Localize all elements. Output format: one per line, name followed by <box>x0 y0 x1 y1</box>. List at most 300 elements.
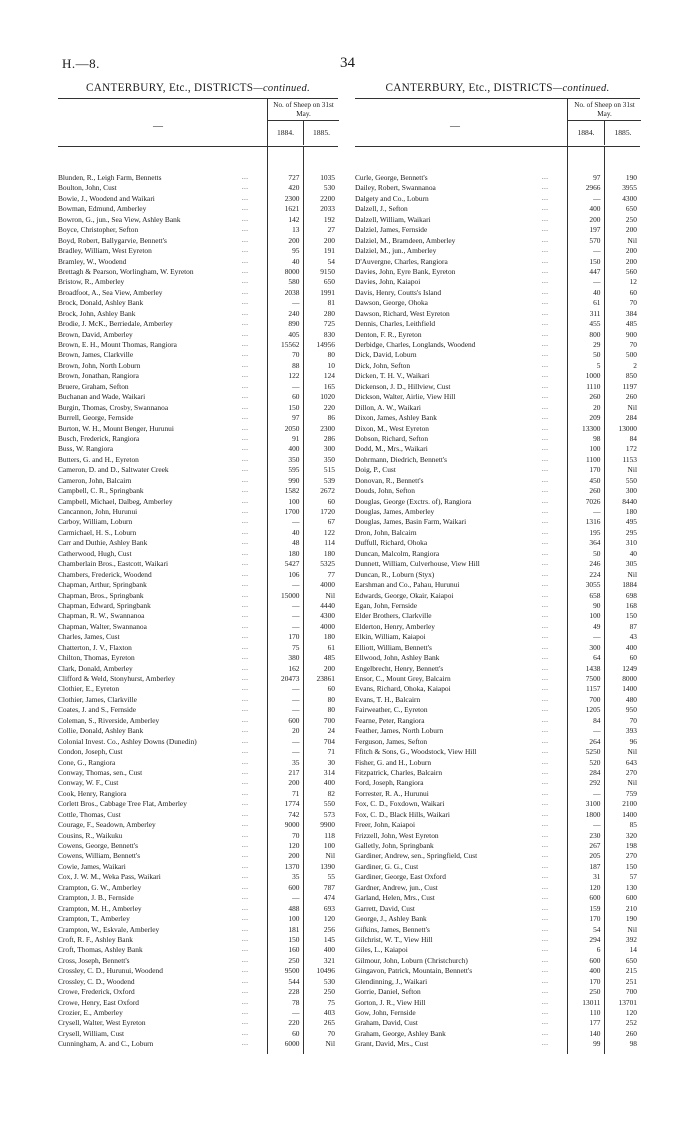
owner-name: Broadfoot, A., Sea View, Amberley <box>58 287 163 297</box>
sheep-1884: 600 <box>288 882 300 892</box>
title-suffix: —continued. <box>552 83 610 94</box>
owner-name: Dawson, Richard, West Eyreton <box>355 308 450 318</box>
leader-dots: ... <box>542 247 549 255</box>
table-row <box>58 559 338 569</box>
sheep-1884: 170 <box>589 976 601 986</box>
owner-name: Ford, Joseph, Rangiora <box>355 778 424 788</box>
table-row <box>58 841 338 851</box>
sheep-1884: 150 <box>589 256 601 266</box>
table-row <box>58 695 338 705</box>
sheep-1884: 160 <box>288 945 300 955</box>
table-row <box>58 257 338 267</box>
leader-dots: ... <box>242 1009 249 1016</box>
sheep-1885: 403 <box>323 1008 335 1017</box>
sheep-1884: 364 <box>589 538 601 548</box>
leader-dots: ... <box>542 664 549 672</box>
table-row <box>58 528 338 538</box>
table-row <box>355 350 640 360</box>
sheep-1885: 1400 <box>622 809 637 819</box>
sheep-1885: 200 <box>625 225 637 235</box>
owner-name: Chapman, Walter, Swannanoa <box>58 621 147 631</box>
sheep-1884: — <box>593 277 601 287</box>
sheep-1884: 98 <box>593 433 601 443</box>
sheep-1884: 150 <box>288 934 300 944</box>
table-row <box>355 1018 640 1028</box>
sheep-1885: 320 <box>625 830 637 840</box>
table-row <box>58 413 338 423</box>
owner-name: Crossley, C. D., Hurunui, Woodend <box>58 966 163 976</box>
leader-dots: ... <box>542 1029 549 1037</box>
leader-dots: ... <box>242 977 249 985</box>
sheep-1884: 48 <box>292 538 300 548</box>
sheep-1884: 140 <box>589 1028 601 1038</box>
sheep-1884: 228 <box>288 987 300 997</box>
owner-name: Brock, John, Ashley Bank <box>58 308 136 318</box>
sheep-1885: 314 <box>323 767 335 777</box>
sheep-1885: 550 <box>323 799 335 809</box>
leader-dots: ... <box>242 925 249 933</box>
sheep-1885: 130 <box>625 882 637 892</box>
owner-name: Clothier, E., Eyreton <box>58 684 120 694</box>
owner-name: Douds, John, Sefton <box>355 486 415 496</box>
sheep-1885: 200 <box>323 663 335 673</box>
leader-dots: ... <box>542 549 549 557</box>
table-row <box>58 340 338 350</box>
table-row <box>58 726 338 736</box>
table-row <box>355 225 640 235</box>
leader-dots: ... <box>542 434 549 442</box>
table-row <box>58 643 338 653</box>
leader-dots: ... <box>242 873 249 881</box>
sheep-1884: — <box>292 684 300 694</box>
sheep-1885: 393 <box>625 726 637 736</box>
leader-dots: ... <box>542 539 549 547</box>
leader-dots: ... <box>542 988 549 996</box>
owner-name: Elliott, William, Bennett's <box>355 642 432 652</box>
sheep-1885: 43 <box>629 632 637 642</box>
sheep-1884: 9000 <box>284 820 300 830</box>
left-column <box>58 82 338 1050</box>
sheep-1885: 14956 <box>316 340 335 349</box>
owner-name: Bruere, Graham, Sefton <box>58 381 129 391</box>
sheep-1884: 100 <box>589 611 601 621</box>
sheep-1885: 950 <box>625 705 637 715</box>
year-1884-header: 1884. <box>268 121 304 145</box>
owner-name: Engelbrecht, Henry, Bennett's <box>355 663 444 673</box>
table-row <box>355 758 640 768</box>
sheep-1884: 6 <box>596 945 601 955</box>
table-row <box>58 246 338 256</box>
table-row <box>355 1039 640 1049</box>
owner-name: Blunden, R., Leigh Farm, Bennetts <box>58 173 162 182</box>
table-row <box>355 778 640 788</box>
owner-name: Catherwood, Hugh, Cust <box>58 548 132 558</box>
column-title <box>355 82 640 99</box>
owner-name: Denton, F. R., Eyreton <box>355 329 422 339</box>
sheep-1885: 1035 <box>320 173 335 182</box>
leader-dots: ... <box>242 810 249 818</box>
sheep-1884: 420 <box>288 183 300 193</box>
table-row <box>355 204 640 214</box>
table-row <box>58 570 338 580</box>
owner-name: Cross, Joseph, Bennett's <box>58 955 130 965</box>
sheep-1885: 500 <box>625 350 637 360</box>
owner-name: Gow, John, Fernside <box>355 1008 416 1017</box>
table-row <box>58 465 338 475</box>
leader-dots: ... <box>242 695 249 703</box>
owner-name: Dennis, Charles, Leithfield <box>355 319 436 329</box>
owner-name: Garland, Helen, Mrs., Cust <box>355 893 435 903</box>
owner-name: Crowe, Frederick, Oxford <box>58 987 135 997</box>
table-row <box>355 538 640 548</box>
sheep-1884: 7026 <box>585 496 601 506</box>
sheep-1884: 455 <box>589 319 601 329</box>
table-row <box>58 945 338 955</box>
sheep-1885: 85 <box>629 820 637 830</box>
sheep-1885: Nil <box>627 569 637 579</box>
owner-name: Coleman, S., Riverside, Amberley <box>58 715 160 725</box>
sheep-1885: 256 <box>323 924 335 934</box>
leader-dots: ... <box>242 476 249 484</box>
table-row <box>355 966 640 976</box>
owner-name: Cunningham, A. and C., Loburn <box>58 1039 154 1049</box>
sheep-1884: 1157 <box>585 684 601 694</box>
table-row <box>355 424 640 434</box>
sheep-1884: 209 <box>589 413 601 423</box>
leader-dots: ... <box>542 831 549 839</box>
table-head <box>58 99 338 147</box>
sheep-1885: 77 <box>327 569 335 579</box>
sheep-1885: 530 <box>323 976 335 986</box>
owner-name: Donovan, R., Bennett's <box>355 475 424 485</box>
leader-dots: ... <box>242 915 249 923</box>
owner-name: Crampton, T., Amberley <box>58 914 130 924</box>
table-row <box>355 444 640 454</box>
sheep-1885: 650 <box>323 277 335 287</box>
sheep-1885: 60 <box>327 684 335 694</box>
sheep-1884: — <box>292 893 300 903</box>
owner-name: Duncan, Malcolm, Rangiora <box>355 548 440 558</box>
sheep-1884: 181 <box>288 924 300 934</box>
leader-dots: ... <box>542 852 549 860</box>
leader-dots: ... <box>542 915 549 923</box>
sheep-1884: 195 <box>589 527 601 537</box>
table-row <box>355 476 640 486</box>
owner-name: Dicken, T. H. V., Waikari <box>355 371 430 381</box>
sheep-1885: 787 <box>323 882 335 892</box>
sheep-1885: 80 <box>327 705 335 715</box>
table-row <box>355 883 640 893</box>
table-row <box>58 350 338 360</box>
table-row <box>355 820 640 830</box>
page-number: 34 <box>340 55 355 71</box>
column-rule <box>303 147 304 1054</box>
sheep-1885: 2200 <box>320 193 335 203</box>
leader-dots: ... <box>242 946 249 954</box>
leader-dots: ... <box>542 372 549 380</box>
leader-dots: ... <box>242 257 249 265</box>
sheep-1884: 217 <box>288 767 300 777</box>
sheep-1884: 6000 <box>284 1039 300 1049</box>
table-row <box>58 747 338 757</box>
sheep-1885: 250 <box>625 214 637 224</box>
table-row <box>58 831 338 841</box>
leader-dots: ... <box>542 737 549 745</box>
table-row <box>355 465 640 475</box>
table-row <box>58 225 338 235</box>
sheep-1885: Nil <box>627 402 637 412</box>
owner-name: Grant, David, Mrs., Cust <box>355 1039 429 1049</box>
table-row <box>58 309 338 319</box>
owner-name: Cone, G., Rangiora <box>58 757 116 767</box>
sheep-1884: 50 <box>593 548 601 558</box>
table-row <box>355 998 640 1008</box>
sheep-1884: 70 <box>292 830 300 840</box>
sheep-1884: 600 <box>589 955 601 965</box>
owner-name: Colonial Invest. Co., Ashley Downs (Dunedin) <box>58 736 197 746</box>
sheep-1885: 2 <box>633 360 637 370</box>
owner-name: Bramley, W., Woodend <box>58 256 127 266</box>
sheep-1884: 5250 <box>585 747 601 757</box>
table-row <box>58 507 338 517</box>
sheep-1885: 23861 <box>316 674 335 683</box>
leader-dots: ... <box>542 789 549 797</box>
owner-name: Crysell, Walter, West Eyreton <box>58 1018 146 1028</box>
table-row <box>58 611 338 621</box>
owner-name: Chatterton, J. V., Flaxton <box>58 642 132 652</box>
sheep-1885: Nil <box>627 235 637 245</box>
owner-name: Gilmour, John, Loburn (Christchurch) <box>355 955 468 965</box>
sheep-1885: 300 <box>323 444 335 454</box>
sheep-1885: 13701 <box>618 997 637 1007</box>
table-row <box>355 664 640 674</box>
leader-dots: ... <box>242 361 249 369</box>
table-row <box>58 204 338 214</box>
sheep-1884: 50 <box>593 350 601 360</box>
sheep-1884: — <box>593 726 601 736</box>
leader-dots: ... <box>542 393 549 401</box>
leader-dots: ... <box>542 810 549 818</box>
sheep-1884: 13 <box>292 225 300 235</box>
leader-dots: ... <box>242 654 249 662</box>
sheep-1884: 2300 <box>284 193 300 203</box>
owner-name: Dillon, A. W., Waikari <box>355 402 421 412</box>
leader-dots: ... <box>542 675 549 682</box>
sheep-1885: 180 <box>323 548 335 558</box>
sheep-1884: 170 <box>589 914 601 924</box>
sheep-1885: 180 <box>625 507 637 516</box>
table-row <box>58 403 338 413</box>
table-row <box>58 758 338 768</box>
sheep-1885: 643 <box>625 757 637 767</box>
owner-name: Cameron, John, Balcairn <box>58 475 132 485</box>
owner-name: Dickenson, J. D., Hillview, Cust <box>355 381 451 391</box>
owner-name: Charles, James, Cust <box>58 632 120 642</box>
owner-name: Gardner, Andrew, jun., Cust <box>355 882 438 892</box>
table-row <box>58 476 338 486</box>
sheep-1885: 67 <box>327 517 335 527</box>
sheep-1884: — <box>593 788 601 798</box>
leader-dots: ... <box>242 612 249 620</box>
sheep-1885: 60 <box>629 653 637 663</box>
table-body <box>58 147 338 1050</box>
owner-name: Brown, Jonathan, Rangiora <box>58 371 139 381</box>
table-row <box>355 517 640 527</box>
sheep-1884: 1000 <box>585 371 601 381</box>
table-row <box>58 737 338 747</box>
table-row <box>355 653 640 663</box>
sheep-1884: 400 <box>589 204 601 214</box>
table-row <box>355 559 640 569</box>
sheep-1884: 250 <box>288 955 300 965</box>
sheep-1884: 447 <box>589 266 601 276</box>
leader-dots: ... <box>242 445 249 453</box>
owner-name: Duncan, R., Loburn (Styx) <box>355 569 435 579</box>
sheep-1885: 400 <box>323 945 335 955</box>
sheep-1885: 87 <box>629 621 637 631</box>
sheep-1885: 40 <box>629 548 637 558</box>
sheep-1884: — <box>593 632 601 642</box>
leader-dots: ... <box>542 643 549 651</box>
sheep-1885: Nil <box>627 465 637 475</box>
sheep-1885: 30 <box>327 757 335 767</box>
leader-dots: ... <box>542 215 549 223</box>
table-row <box>58 799 338 809</box>
leader-dots: ... <box>242 330 249 338</box>
owner-name: Glendinning, J., Waikari <box>355 976 428 986</box>
leader-dots: ... <box>242 341 249 348</box>
owner-name: Douglas, James, Basin Farm, Waikari <box>355 517 467 527</box>
sheep-1885: 120 <box>323 914 335 924</box>
sheep-1884: 600 <box>589 893 601 903</box>
owner-name: Curle, George, Bennett's <box>355 173 428 182</box>
table-row <box>58 851 338 861</box>
leader-dots: ... <box>542 601 549 609</box>
leader-dots: ... <box>542 487 549 495</box>
leader-dots: ... <box>542 768 549 776</box>
sheep-1884: 170 <box>288 632 300 642</box>
leader-dots: ... <box>542 194 549 202</box>
owner-name: Elderton, Henry, Amberley <box>355 621 435 631</box>
owner-name: Dalzell, William, Waikari <box>355 214 431 224</box>
leader-dots: ... <box>242 424 249 432</box>
owner-name: Cousins, R., Waikuku <box>58 830 123 840</box>
sheep-1885: 4000 <box>320 580 335 590</box>
leader-dots: ... <box>542 414 549 422</box>
sheep-1884: 106 <box>288 569 300 579</box>
table-row <box>58 486 338 496</box>
sheep-1884: 1582 <box>284 486 300 496</box>
sheep-1884: 350 <box>288 454 300 464</box>
sheep-1884: 200 <box>288 235 300 245</box>
leader-dots: ... <box>542 184 549 192</box>
sheep-1885: 485 <box>625 319 637 329</box>
sheep-1884: 20 <box>593 402 601 412</box>
owner-name: Edwards, George, Okair, Kaiapoi <box>355 590 454 600</box>
leader-dots: ... <box>542 716 549 724</box>
leader-dots: ... <box>242 570 249 578</box>
sheep-1884: 400 <box>589 966 601 976</box>
title-main: CANTERBURY, Etc., DISTRICTS <box>385 82 553 94</box>
leader-dots: ... <box>242 434 249 442</box>
sheep-1885: 220 <box>323 402 335 412</box>
table-row <box>355 497 640 507</box>
sheep-1885: Nil <box>325 851 335 861</box>
leader-dots: ... <box>542 403 549 411</box>
leader-dots: ... <box>242 622 249 630</box>
sheep-1885: 9900 <box>320 820 335 830</box>
leader-dots: ... <box>542 581 549 589</box>
owner-name: Dobson, Richard, Sefton <box>355 433 429 443</box>
sheep-1884: 292 <box>589 778 601 788</box>
leader-dots: ... <box>242 184 249 192</box>
owner-name: Graham, David, Cust <box>355 1018 418 1028</box>
table-row <box>355 956 640 966</box>
table-row <box>58 768 338 778</box>
owner-name: Douglas, James, Amberley <box>355 507 435 516</box>
leader-dots: ... <box>242 560 249 568</box>
sheep-1884: 311 <box>589 308 601 318</box>
sheep-1885: 700 <box>323 715 335 725</box>
sheep-1884: 205 <box>589 851 601 861</box>
owner-name: Campbell, Michael, Dalbeg, Amberley <box>58 496 173 506</box>
sheep-1885: 122 <box>323 527 335 537</box>
leader-dots: ... <box>242 518 249 526</box>
leader-dots: ... <box>242 831 249 839</box>
sheep-1884: — <box>292 747 300 757</box>
right-column <box>355 82 640 1050</box>
table-row <box>58 810 338 820</box>
leader-dots: ... <box>542 351 549 359</box>
leader-dots: ... <box>242 737 249 745</box>
owner-name: Brock, Donald, Ashley Bank <box>58 298 144 308</box>
owner-name: Crampton, M. H., Amberley <box>58 903 142 913</box>
sheep-1884: 159 <box>589 903 601 913</box>
sheep-1885: 1020 <box>320 392 335 402</box>
sheep-1885: 550 <box>625 475 637 485</box>
table-row <box>355 194 640 204</box>
leader-dots: ... <box>242 278 249 286</box>
sheep-1885: 480 <box>625 694 637 704</box>
sheep-1885: 260 <box>625 392 637 402</box>
owner-name: Elkin, William, Kaiapoi <box>355 632 426 642</box>
owner-name: Crowe, Henry, East Oxford <box>58 997 140 1007</box>
owner-name: Brettagh & Pearson, Worlingham, W. Eyreton <box>58 266 194 276</box>
sheep-1884: 240 <box>288 308 300 318</box>
owner-name: Clifford & Weld, Stonyhurst, Amberley <box>58 674 175 683</box>
sheep-1885: 71 <box>327 747 335 757</box>
owner-name: Earshman and Co., Pahau, Hurunui <box>355 580 460 590</box>
leader-dots: ... <box>242 487 249 495</box>
owner-name: Dickson, Walter, Airlie, View Hill <box>355 392 456 402</box>
sheep-1885: 286 <box>323 433 335 443</box>
sheep-1885: 270 <box>625 851 637 861</box>
sheep-1885: 700 <box>625 987 637 997</box>
sheep-1885: 10 <box>327 360 335 370</box>
sheep-1884: 40 <box>292 527 300 537</box>
sheep-1885: 1153 <box>622 454 637 464</box>
table-row <box>355 236 640 246</box>
sheep-1884: 15000 <box>281 590 300 600</box>
owner-name: Bowron, G., jun., Sea View, Ashley Bank <box>58 214 181 224</box>
sheep-1884: 150 <box>288 402 300 412</box>
leader-dots: ... <box>242 727 249 735</box>
sheep-1885: 70 <box>629 715 637 725</box>
table-row <box>355 789 640 799</box>
sheep-1885: 10496 <box>316 966 335 976</box>
sheep-1885: 200 <box>323 235 335 245</box>
leader-dots: ... <box>242 382 249 390</box>
